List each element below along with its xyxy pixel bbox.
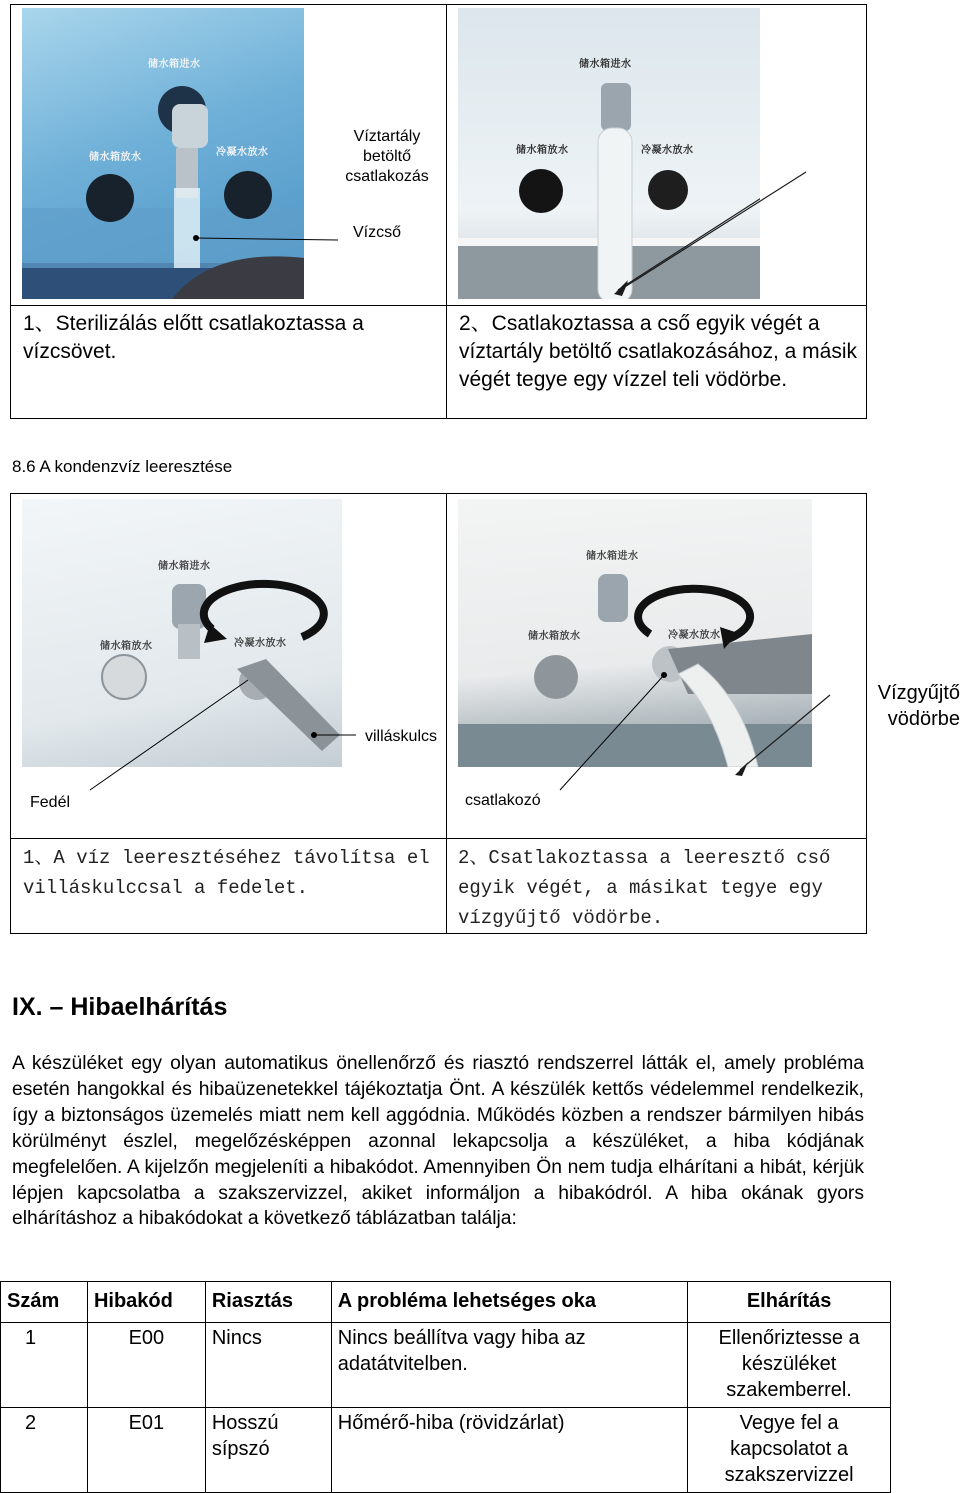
- label-tank-drain: 储水箱放水: [89, 152, 142, 163]
- cell-alarm: Hosszú sípszó: [205, 1408, 331, 1493]
- label-tank-inlet: 储水箱进水: [148, 59, 201, 70]
- label-tank-drain: 储水箱放水: [516, 145, 569, 156]
- section-heading-condensate: 8.6 A kondenzvíz leeresztése: [12, 457, 233, 476]
- grid-bottom-hline: [10, 838, 867, 839]
- cell-solution: Vegye fel a kapcsolatot a szakszervizzel: [688, 1408, 891, 1493]
- header-possible-cause: A probléma lehetséges oka: [331, 1282, 687, 1323]
- label-tank-inlet: 储水箱进水: [586, 551, 639, 562]
- label-tank-drain: 储水箱放水: [528, 631, 581, 642]
- label-cover: Fedél: [30, 794, 71, 811]
- label-condensate-drain: 冷凝水放水: [234, 638, 287, 649]
- label-tank-inlet: 储水箱进水: [579, 59, 632, 70]
- header-error-code: Hibakód: [87, 1282, 205, 1323]
- cell-error-code: E01: [87, 1408, 205, 1493]
- table-header-row: [1, 1282, 891, 1323]
- label-wrench: villáskulcs: [364, 728, 437, 745]
- label-tank-drain: 储水箱放水: [100, 641, 153, 652]
- section-title-troubleshooting: IX. – Hibaelhárítás: [12, 993, 228, 1021]
- photo2-arrow: [0, 0, 960, 300]
- cell-number: 2: [1, 1408, 88, 1493]
- label-condensate-drain: 冷凝水放水: [216, 147, 269, 158]
- grid-top-hline: [10, 305, 867, 306]
- cell-alarm: Nincs: [205, 1323, 331, 1408]
- table-row: [1, 1408, 891, 1493]
- label-connector: csatlakozó: [465, 792, 541, 809]
- header-alarm: Riasztás: [205, 1282, 331, 1323]
- caption-step2-connect-hose: 2、Csatlakoztassa a leeresztő cső egyik végét, a másikat tegye egy vízgyűjtő vödörbe.: [458, 847, 831, 929]
- header-number: Szám: [1, 1282, 88, 1323]
- callout-pipe: Vízcső: [352, 224, 401, 241]
- label-tank-inlet: 储水箱进水: [158, 561, 211, 572]
- cell-number: 1: [1, 1323, 88, 1408]
- caption-step1-remove-cover: 1、A víz leeresztéséhez távolítsa el villáskulccsal a fedelet.: [23, 847, 430, 899]
- label-condensate-drain: 冷凝水放水: [668, 630, 721, 641]
- cell-error-code: E00: [87, 1323, 205, 1408]
- section2-callout-lines: [0, 490, 960, 810]
- troubleshooting-paragraph: A készüléket egy olyan automatikus önellenőrző és riasztó rendszerrel látták el, amely probléma esetén hangokkal és hibaüzenetekkel tájékoztatja Önt. A készülék kettős védelemmel rendelkezik, így a biztonságos üzemelés miatt nem kell aggódnia. Működés közben a rendszer bármilyen hibás körülményt észlel, megelőzésképpen azonnal lekapcsolja a készüléket, a hiba kódjának megfelelően. A kijelzőn megjeleníti a hibakódot. Amennyiben Ön nem tudja elhárítani a hibát, kérjük lépjen kapcsolatba a szakszervizzel, akiket informáljon a hibakódról. A hiba okának gyors elhárításhoz a hibakódokat a következő táblázatban találja:: [12, 1053, 864, 1230]
- cell-solution: Ellenőriztesse a készüléket szakemberrel.: [688, 1323, 891, 1408]
- table-row: [1, 1323, 891, 1408]
- caption-step2-connect: 2、Csatlakoztassa a cső egyik végét a víztartály betöltő csatlakozásához, a másik végét tegye egy vízzel teli vödörbe.: [459, 312, 858, 391]
- error-code-table: [0, 1281, 891, 1493]
- label-condensate-drain: 冷凝水放水: [641, 145, 694, 156]
- cell-possible-cause: Hőmérő-hiba (rövidzárlat): [331, 1408, 687, 1493]
- header-solution: Elhárítás: [688, 1282, 891, 1323]
- callout-fill-inlet: Víztartály betöltő csatlakozás: [345, 128, 429, 185]
- label-collection-bucket: Vízgyűjtő vödörbe: [877, 682, 960, 730]
- caption-step1-sterilize: 1、Sterilizálás előtt csatlakoztassa a vízcsövet.: [23, 312, 364, 363]
- cell-possible-cause: Nincs beállítva vagy hiba az adatátvitelben.: [331, 1323, 687, 1408]
